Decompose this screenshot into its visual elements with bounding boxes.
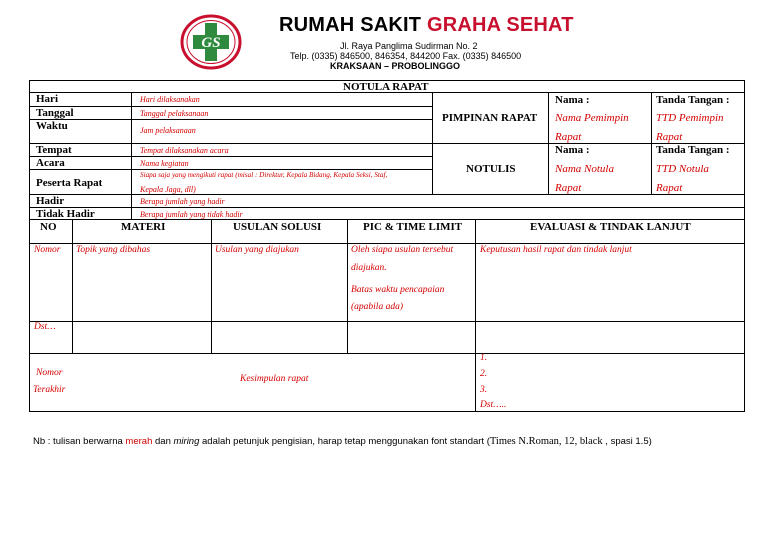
label-tempat: Tempat — [36, 144, 72, 156]
pimpinan-ttd-label: Tanda Tangan : — [656, 94, 730, 106]
hint-peserta-line1[interactable]: Siapa saja yang mengikuti rapat (misal : Direktur, Kepala Bidang, Kepala Seksi, Staf, — [140, 171, 388, 179]
notulis-nama-label: Nama : — [555, 144, 590, 156]
hospital-phone: Telp. (0335) 846500, 846354, 844200 Fax. (0335) 846500 — [290, 51, 522, 61]
row1-no[interactable]: Nomor — [34, 245, 61, 255]
notulis-nama-hint2[interactable]: Rapat — [555, 182, 582, 194]
hint-tidak-hadir[interactable]: Berapa jumlah yang tidak hadir — [140, 210, 243, 219]
notulis-ttd-label: Tanda Tangan : — [656, 144, 730, 156]
hint-acara[interactable]: Nama kegiatan — [140, 159, 189, 168]
footer-text-3: dan — [152, 436, 174, 447]
pimpinan-ttd-hint2[interactable]: Rapat — [656, 131, 683, 143]
pimpinan-label: PIMPINAN RAPAT — [442, 112, 538, 124]
label-waktu: Waktu — [36, 120, 68, 132]
hint-tempat[interactable]: Tempat dilaksanakan acara — [140, 146, 229, 155]
hospital-name-part1: RUMAH SAKIT — [279, 14, 422, 36]
label-hari: Hari — [36, 93, 58, 105]
label-peserta: Peserta Rapat — [36, 177, 103, 189]
row3-item-1[interactable]: 1. — [480, 353, 488, 363]
footer-note — [33, 436, 652, 447]
hint-hadir[interactable]: Berapa jumlah yang hadir — [140, 197, 225, 206]
form-title: NOTULA RAPAT — [343, 81, 429, 93]
row1-materi[interactable]: Topik yang dibahas — [76, 245, 151, 255]
col-header-no: NO — [40, 221, 57, 233]
row2-no[interactable]: Dst… — [34, 322, 56, 332]
hospital-address: Jl. Raya Panglima Sudirman No. 2 — [340, 41, 478, 51]
footer-text-miring: miring — [173, 436, 200, 447]
hint-peserta-line2[interactable]: Kepala Jaga, dll) — [140, 185, 196, 194]
label-acara: Acara — [36, 157, 65, 169]
pimpinan-ttd-hint1[interactable]: TTD Pemimpin — [656, 112, 724, 124]
row1-pic-line4[interactable]: (apabila ada) — [351, 302, 403, 312]
col-header-usulan: USULAN SOLUSI — [233, 221, 322, 233]
footer-text-1: Nb : tulisan berwarna — [33, 436, 126, 447]
row1-usulan[interactable]: Usulan yang diajukan — [215, 245, 299, 255]
hospital-name — [279, 14, 574, 37]
logo-text: GS — [201, 35, 221, 51]
row3-no-line2[interactable]: Terakhir — [33, 385, 66, 395]
pimpinan-nama-label: Nama : — [555, 94, 590, 106]
hint-waktu[interactable]: Jam pelaksanaan — [140, 126, 196, 135]
footer-text-merah: merah — [125, 436, 153, 447]
row3-kesimpulan[interactable]: Kesimpulan rapat — [240, 374, 309, 384]
col-header-materi: MATERI — [121, 221, 166, 233]
row1-pic-line3[interactable]: Batas waktu pencapaian — [351, 285, 445, 295]
footer-text-7: , spasi 1.5) — [602, 436, 652, 447]
label-tanggal: Tanggal — [36, 107, 74, 119]
row1-pic-line2[interactable]: diajukan. — [351, 263, 387, 273]
hint-hari[interactable]: Hari dilaksanakan — [140, 95, 200, 104]
row3-item-3[interactable]: 3. — [480, 385, 488, 395]
hint-tanggal[interactable]: Tanggal pelaksanaan — [140, 109, 209, 118]
hospital-name-part2: GRAHA SEHAT — [426, 14, 574, 36]
row1-pic-line1[interactable]: Oleh siapa usulan tersebut — [351, 245, 454, 255]
hospital-logo — [180, 14, 242, 70]
hospital-city: KRAKSAAN – PROBOLINGGO — [330, 61, 461, 71]
pimpinan-nama-hint1[interactable]: Nama Pemimpin — [555, 112, 629, 124]
row3-item-dst[interactable]: Dst….. — [480, 400, 507, 410]
label-hadir: Hadir — [36, 195, 65, 207]
notulis-nama-hint1[interactable]: Nama Notula — [555, 163, 614, 175]
row3-item-2[interactable]: 2. — [480, 369, 488, 379]
row3-no-line1[interactable]: Nomor — [36, 368, 63, 378]
col-header-evaluasi: EVALUASI & TINDAK LANJUT — [530, 221, 691, 233]
notulis-ttd-hint1[interactable]: TTD Notula — [656, 163, 709, 175]
footer-text-font: Times N.Roman, 12, black — [489, 436, 603, 447]
notulis-ttd-hint2[interactable]: Rapat — [656, 182, 683, 194]
label-tidak-hadir: Tidak Hadir — [36, 208, 95, 220]
col-header-pic: PIC & TIME LIMIT — [363, 221, 463, 233]
footer-text-5: adalah petunjuk pengisian, harap tetap menggunakan font standart ( — [199, 436, 490, 447]
row1-evaluasi[interactable]: Keputusan hasil rapat dan tindak lanjut — [480, 245, 632, 255]
pimpinan-nama-hint2[interactable]: Rapat — [555, 131, 582, 143]
notulis-label: NOTULIS — [466, 163, 516, 175]
